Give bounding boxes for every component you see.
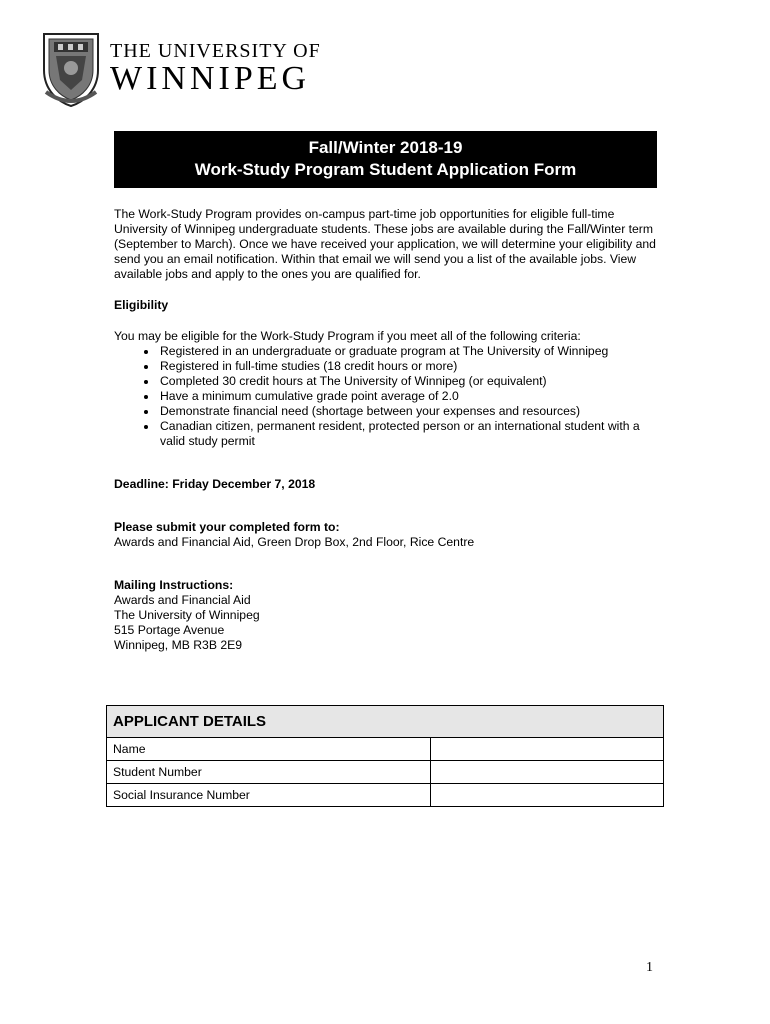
page-number: 1: [646, 960, 653, 975]
mailing-line: 515 Portage Avenue: [114, 623, 225, 637]
eligibility-lead: You may be eligible for the Work-Study Program if you meet all of the following criteria:: [114, 329, 581, 343]
criteria-item: • Demonstrate financial need (shortage between your expenses and resources): [158, 404, 659, 419]
sin-field[interactable]: [431, 784, 664, 807]
criteria-list: [114, 344, 659, 449]
mailing-line: The University of Winnipeg: [114, 608, 260, 622]
logo-line-2: WINNIPEG: [110, 60, 311, 97]
table-row: [107, 784, 664, 807]
sin-label: Social Insurance Number: [107, 784, 431, 807]
submit-location: Awards and Financial Aid, Green Drop Box, 2nd Floor, Rice Centre: [114, 535, 475, 549]
criteria-item: • Registered in full-time studies (18 credit hours or more): [158, 359, 659, 374]
eligibility-heading: Eligibility: [114, 298, 169, 312]
table-row: [107, 738, 664, 761]
criteria-item: • Have a minimum cumulative grade point average of 2.0: [158, 389, 659, 404]
name-label: Name: [107, 738, 431, 761]
student-number-label: Student Number: [107, 761, 431, 784]
submit-heading: Please submit your completed form to:: [114, 520, 340, 534]
form-title: [114, 131, 657, 188]
applicant-details-table: [106, 705, 664, 807]
intro-paragraph: The Work-Study Program provides on-campus part-time job opportunities for eligible full-time University of Winnipeg undergraduate students. These jobs are available during the Fall/Winter term (September to March). Once we have received your application, we will determine your eligibility and send you an email notification. Within that email we will send you a list of the available jobs. View available jobs and apply to the ones you are qualified for.: [114, 207, 656, 281]
table-row: [107, 761, 664, 784]
deadline: Deadline: Friday December 7, 2018: [114, 477, 316, 491]
name-field[interactable]: [431, 738, 664, 761]
form-title-line-2: Work-Study Program Student Application Form: [194, 160, 577, 179]
student-number-field[interactable]: [431, 761, 664, 784]
logo-line-1: THE UNIVERSITY OF: [110, 40, 321, 62]
criteria-item: • Registered in an undergraduate or graduate program at The University of Winnipeg: [158, 344, 659, 359]
mailing-heading: Mailing Instructions:: [114, 578, 234, 592]
criteria-item: • Completed 30 credit hours at The University of Winnipeg (or equivalent): [158, 374, 659, 389]
crest-icon: [40, 30, 102, 108]
form-title-line-1: Fall/Winter 2018-19: [308, 138, 463, 157]
applicant-details-heading: APPLICANT DETAILS: [107, 706, 664, 738]
university-logo: [40, 30, 321, 110]
mailing-line: Awards and Financial Aid: [114, 593, 251, 607]
form-body: [114, 207, 659, 653]
criteria-item: • Canadian citizen, permanent resident, protected person or an international student with a valid study permit: [158, 419, 659, 449]
mailing-line: Winnipeg, MB R3B 2E9: [114, 638, 243, 652]
